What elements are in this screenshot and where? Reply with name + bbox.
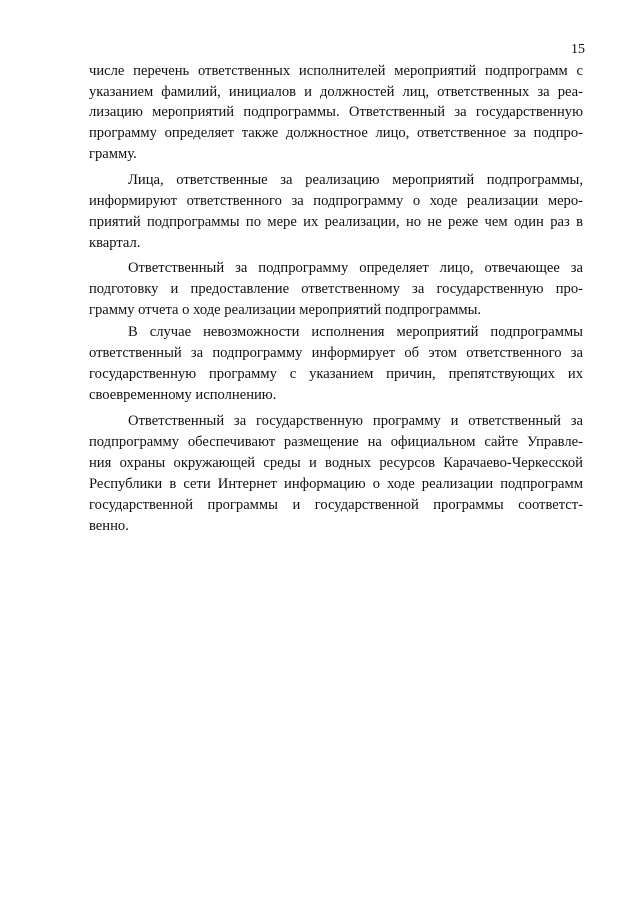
paragraph-line: числе перечень ответственных исполнителей мероприятий подпрограмм с	[89, 63, 583, 79]
paragraph-line: квартал.	[89, 235, 141, 251]
paragraph-line: подготовку и предоставление ответственному за государственную про-	[89, 281, 583, 297]
paragraph-line: грамму.	[89, 146, 137, 162]
paragraph-line: информируют ответственного за подпрограмму о ходе реализации меро-	[89, 193, 583, 209]
paragraph-line: Лица, ответственные за реализацию мероприятий подпрограммы,	[128, 172, 583, 188]
paragraph-line: подпрограмму обеспечивают размещение на официальном сайте Управле-	[89, 434, 583, 450]
paragraph-line: указанием фамилий, инициалов и должностей лиц, ответственных за реа-	[89, 84, 583, 100]
paragraph-line: Ответственный за государственную программу и ответственный за	[128, 413, 583, 429]
paragraph-line: Ответственный за подпрограмму определяет лицо, отвечающее за	[128, 260, 583, 276]
paragraph-line: В случае невозможности исполнения мероприятий подпрограммы	[128, 324, 583, 340]
paragraph-line: Республики в сети Интернет информацию о ходе реализации подпрограмм	[89, 476, 583, 492]
paragraph-line: ния охраны окружающей среды и водных ресурсов Карачаево-Черкесской	[89, 455, 583, 471]
paragraph-line: государственной программы и государственной программы соответст-	[89, 497, 583, 513]
paragraph-line: приятий подпрограммы по мере их реализации, но не реже чем один раз в	[89, 214, 583, 230]
paragraph-line: лизацию мероприятий подпрограммы. Ответственный за государственную	[89, 104, 583, 120]
paragraph-line: своевременному исполнению.	[89, 387, 277, 403]
paragraph-line: венно.	[89, 518, 129, 534]
paragraph-line: грамму отчета о ходе реализации мероприятий подпрограммы.	[89, 302, 482, 318]
paragraph-line: государственную программу с указанием причин, препятствующих их	[89, 366, 583, 382]
page-number: 15	[571, 42, 585, 57]
paragraph-line: ответственный за подпрограмму информирует об этом ответственного за	[89, 345, 583, 361]
paragraph-line: программу определяет также должностное лицо, ответственное за подпро-	[89, 125, 583, 141]
